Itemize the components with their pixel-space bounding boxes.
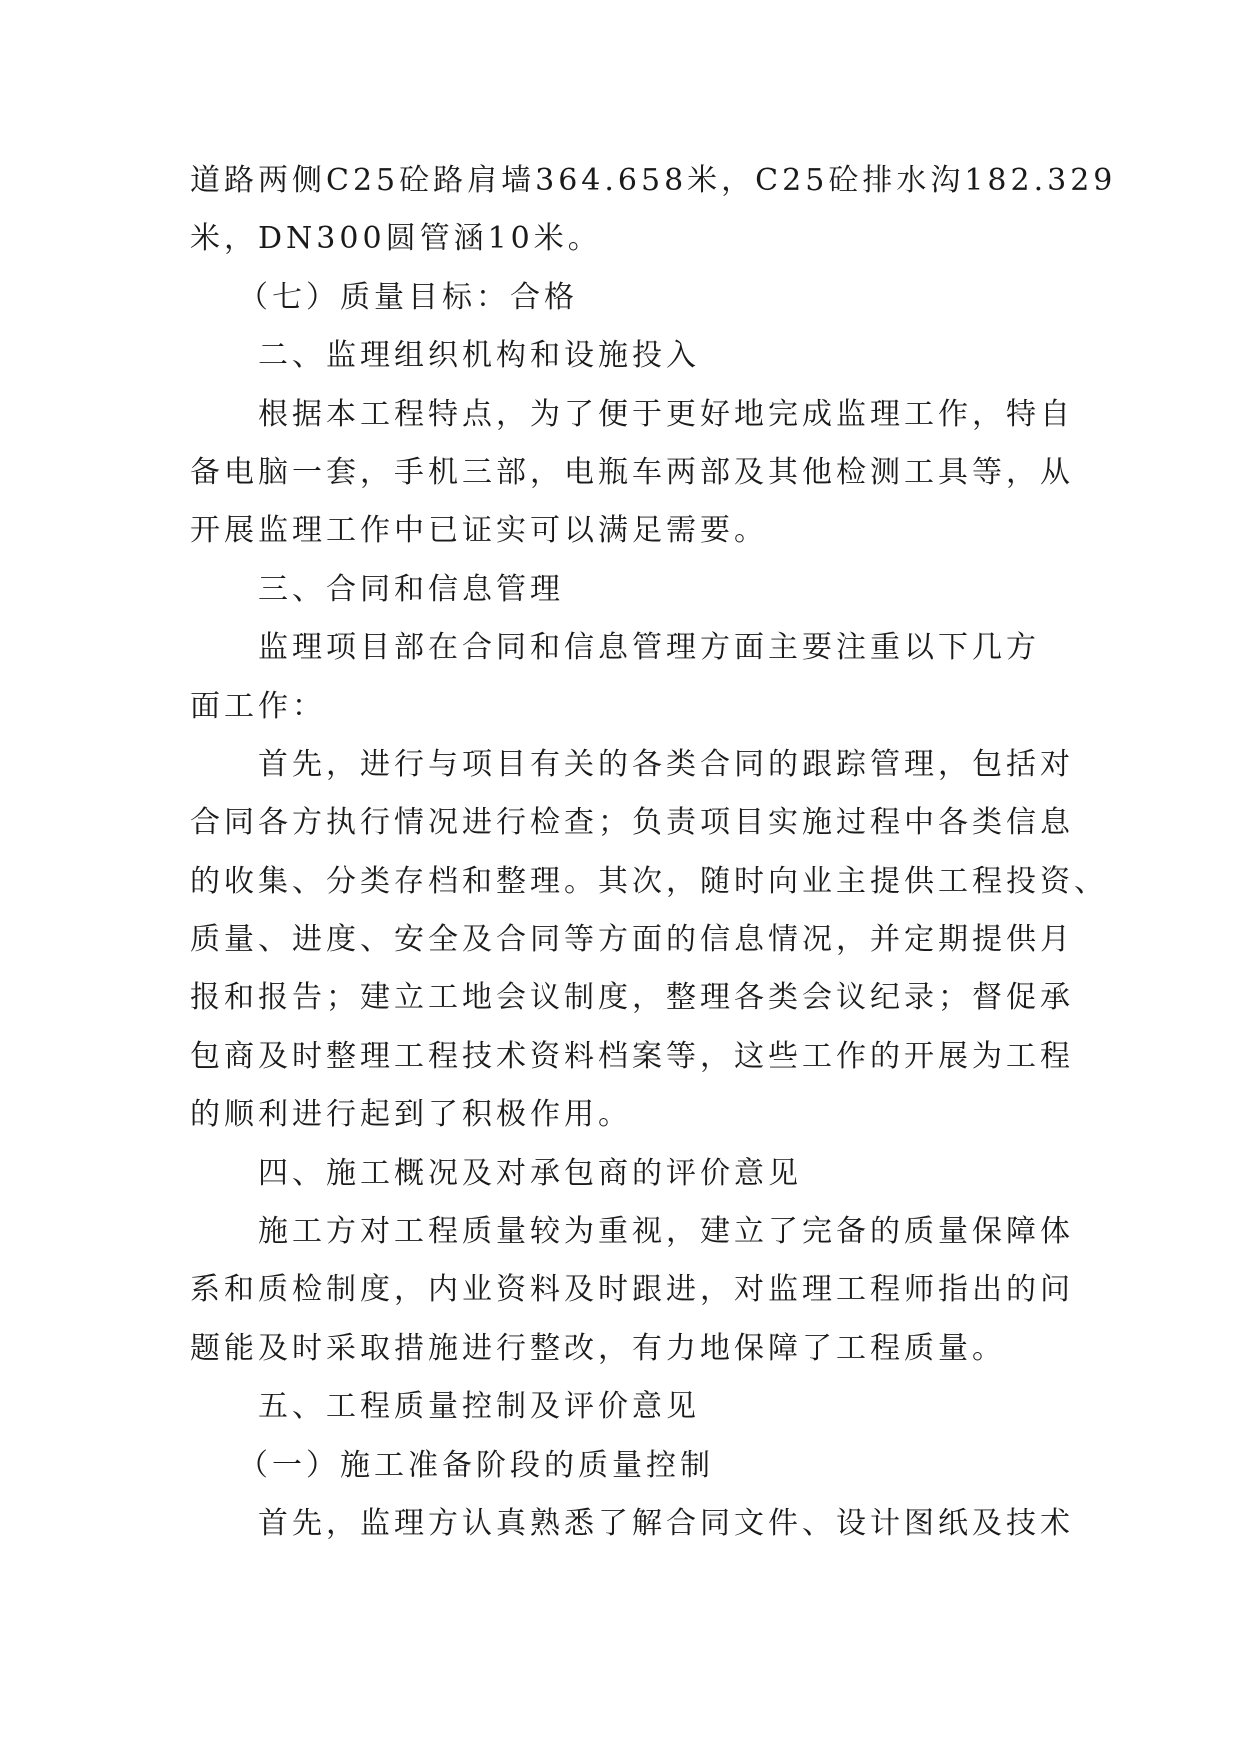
text-line: 的顺利进行起到了积极作用。 [190, 1097, 632, 1133]
section-heading: 四、施工概况及对承包商的评价意见 [258, 1155, 802, 1191]
subsection-heading: （七）质量目标：合格 [238, 279, 578, 315]
text-line: 备电脑一套，手机三部，电瓶车两部及其他检测工具等，从 [190, 454, 1074, 490]
text-line: 监理项目部在合同和信息管理方面主要注重以下几方 [258, 630, 1040, 666]
text-line: 米，DN300圆管涵10米。 [190, 221, 602, 257]
text-line: 题能及时采取措施进行整改，有力地保障了工程质量。 [190, 1330, 1006, 1366]
text-line: 合同各方执行情况进行检查；负责项目实施过程中各类信息 [190, 805, 1074, 841]
text-line: 首先，监理方认真熟悉了解合同文件、设计图纸及技术 [258, 1505, 1074, 1541]
section-heading: 五、工程质量控制及评价意见 [258, 1389, 700, 1425]
subsection-heading: （一）施工准备阶段的质量控制 [238, 1447, 714, 1483]
text-line: 质量、进度、安全及合同等方面的信息情况，并定期提供月 [190, 922, 1074, 958]
text-line: 包商及时整理工程技术资料档案等，这些工作的开展为工程 [190, 1038, 1074, 1074]
text-line: 道路两侧C25砼路肩墙364.658米，C25砼排水沟182.329 [190, 163, 1117, 198]
text-line: 根据本工程特点，为了便于更好地完成监理工作，特自 [258, 396, 1074, 432]
text-line: 的收集、分类存档和整理。其次，随时向业主提供工程投资、 [190, 863, 1108, 899]
section-heading: 二、监理组织机构和设施投入 [258, 338, 700, 374]
text-line: 系和质检制度，内业资料及时跟进，对监理工程师指出的问 [190, 1272, 1074, 1308]
text-line: 面工作： [190, 688, 326, 724]
section-heading: 三、合同和信息管理 [258, 571, 564, 607]
document-body [190, 152, 1117, 1553]
text-line: 开展监理工作中已证实可以满足需要。 [190, 513, 768, 549]
text-line: 报和报告；建立工地会议制度，整理各类会议纪录；督促承 [190, 980, 1074, 1016]
text-line: 首先，进行与项目有关的各类合同的跟踪管理，包括对 [258, 746, 1074, 782]
text-line: 施工方对工程质量较为重视，建立了完备的质量保障体 [258, 1214, 1074, 1250]
